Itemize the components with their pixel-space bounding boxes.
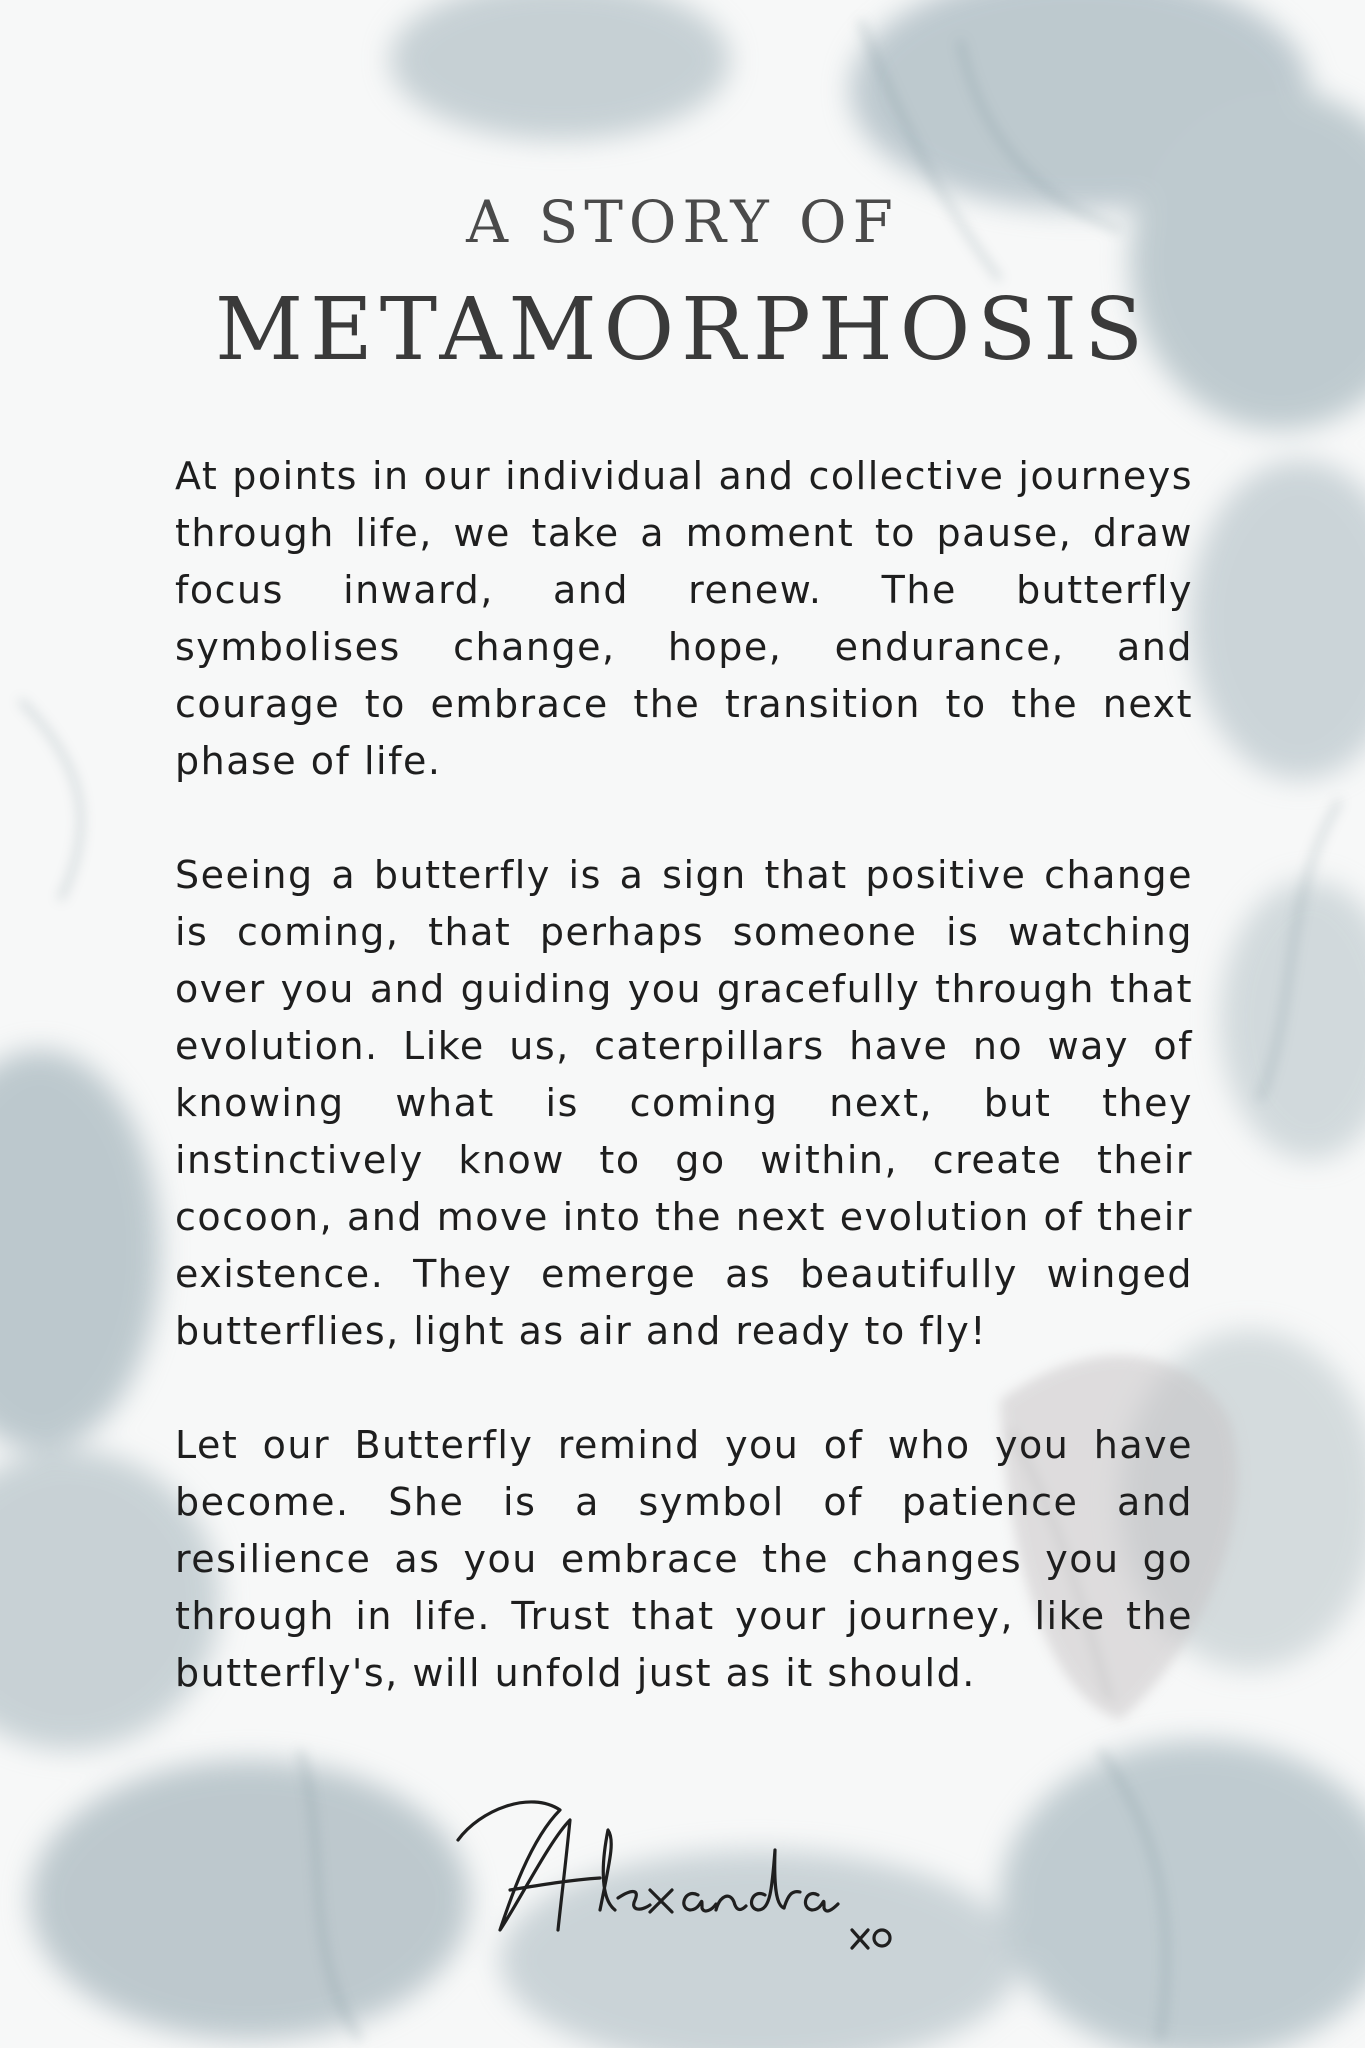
handwritten-signature xyxy=(440,1780,920,1960)
paragraph-1: At points in our individual and collective journeys through life, we take a moment to pause, draw focus inward, and renew. The butterfly symbolises change, hope, endurance, and courage to embrace the transition to the next phase of life. xyxy=(175,454,1193,783)
story-body xyxy=(175,448,1193,1759)
paragraph-3: Let our Butterfly remind you of who you have become. She is a symbol of patience and resilience as you embrace the changes you go through in life. Trust that your journey, like the butterfly's, will unfold just as it should. xyxy=(175,1423,1193,1695)
heading-title: METAMORPHOSIS xyxy=(214,280,1151,380)
heading-subtitle: A STORY OF xyxy=(466,188,899,256)
paragraph-2: Seeing a butterfly is a sign that positive change is coming, that perhaps someone is watching over you and guiding you gracefully through that evolution. Like us, caterpillars have no way of knowing what is coming next, but they instinctively know to go within, create their cocoon, and move into the next evolution of their existence. They emerge as beautifully winged butterflies, light as air and ready to fly! xyxy=(175,853,1193,1353)
